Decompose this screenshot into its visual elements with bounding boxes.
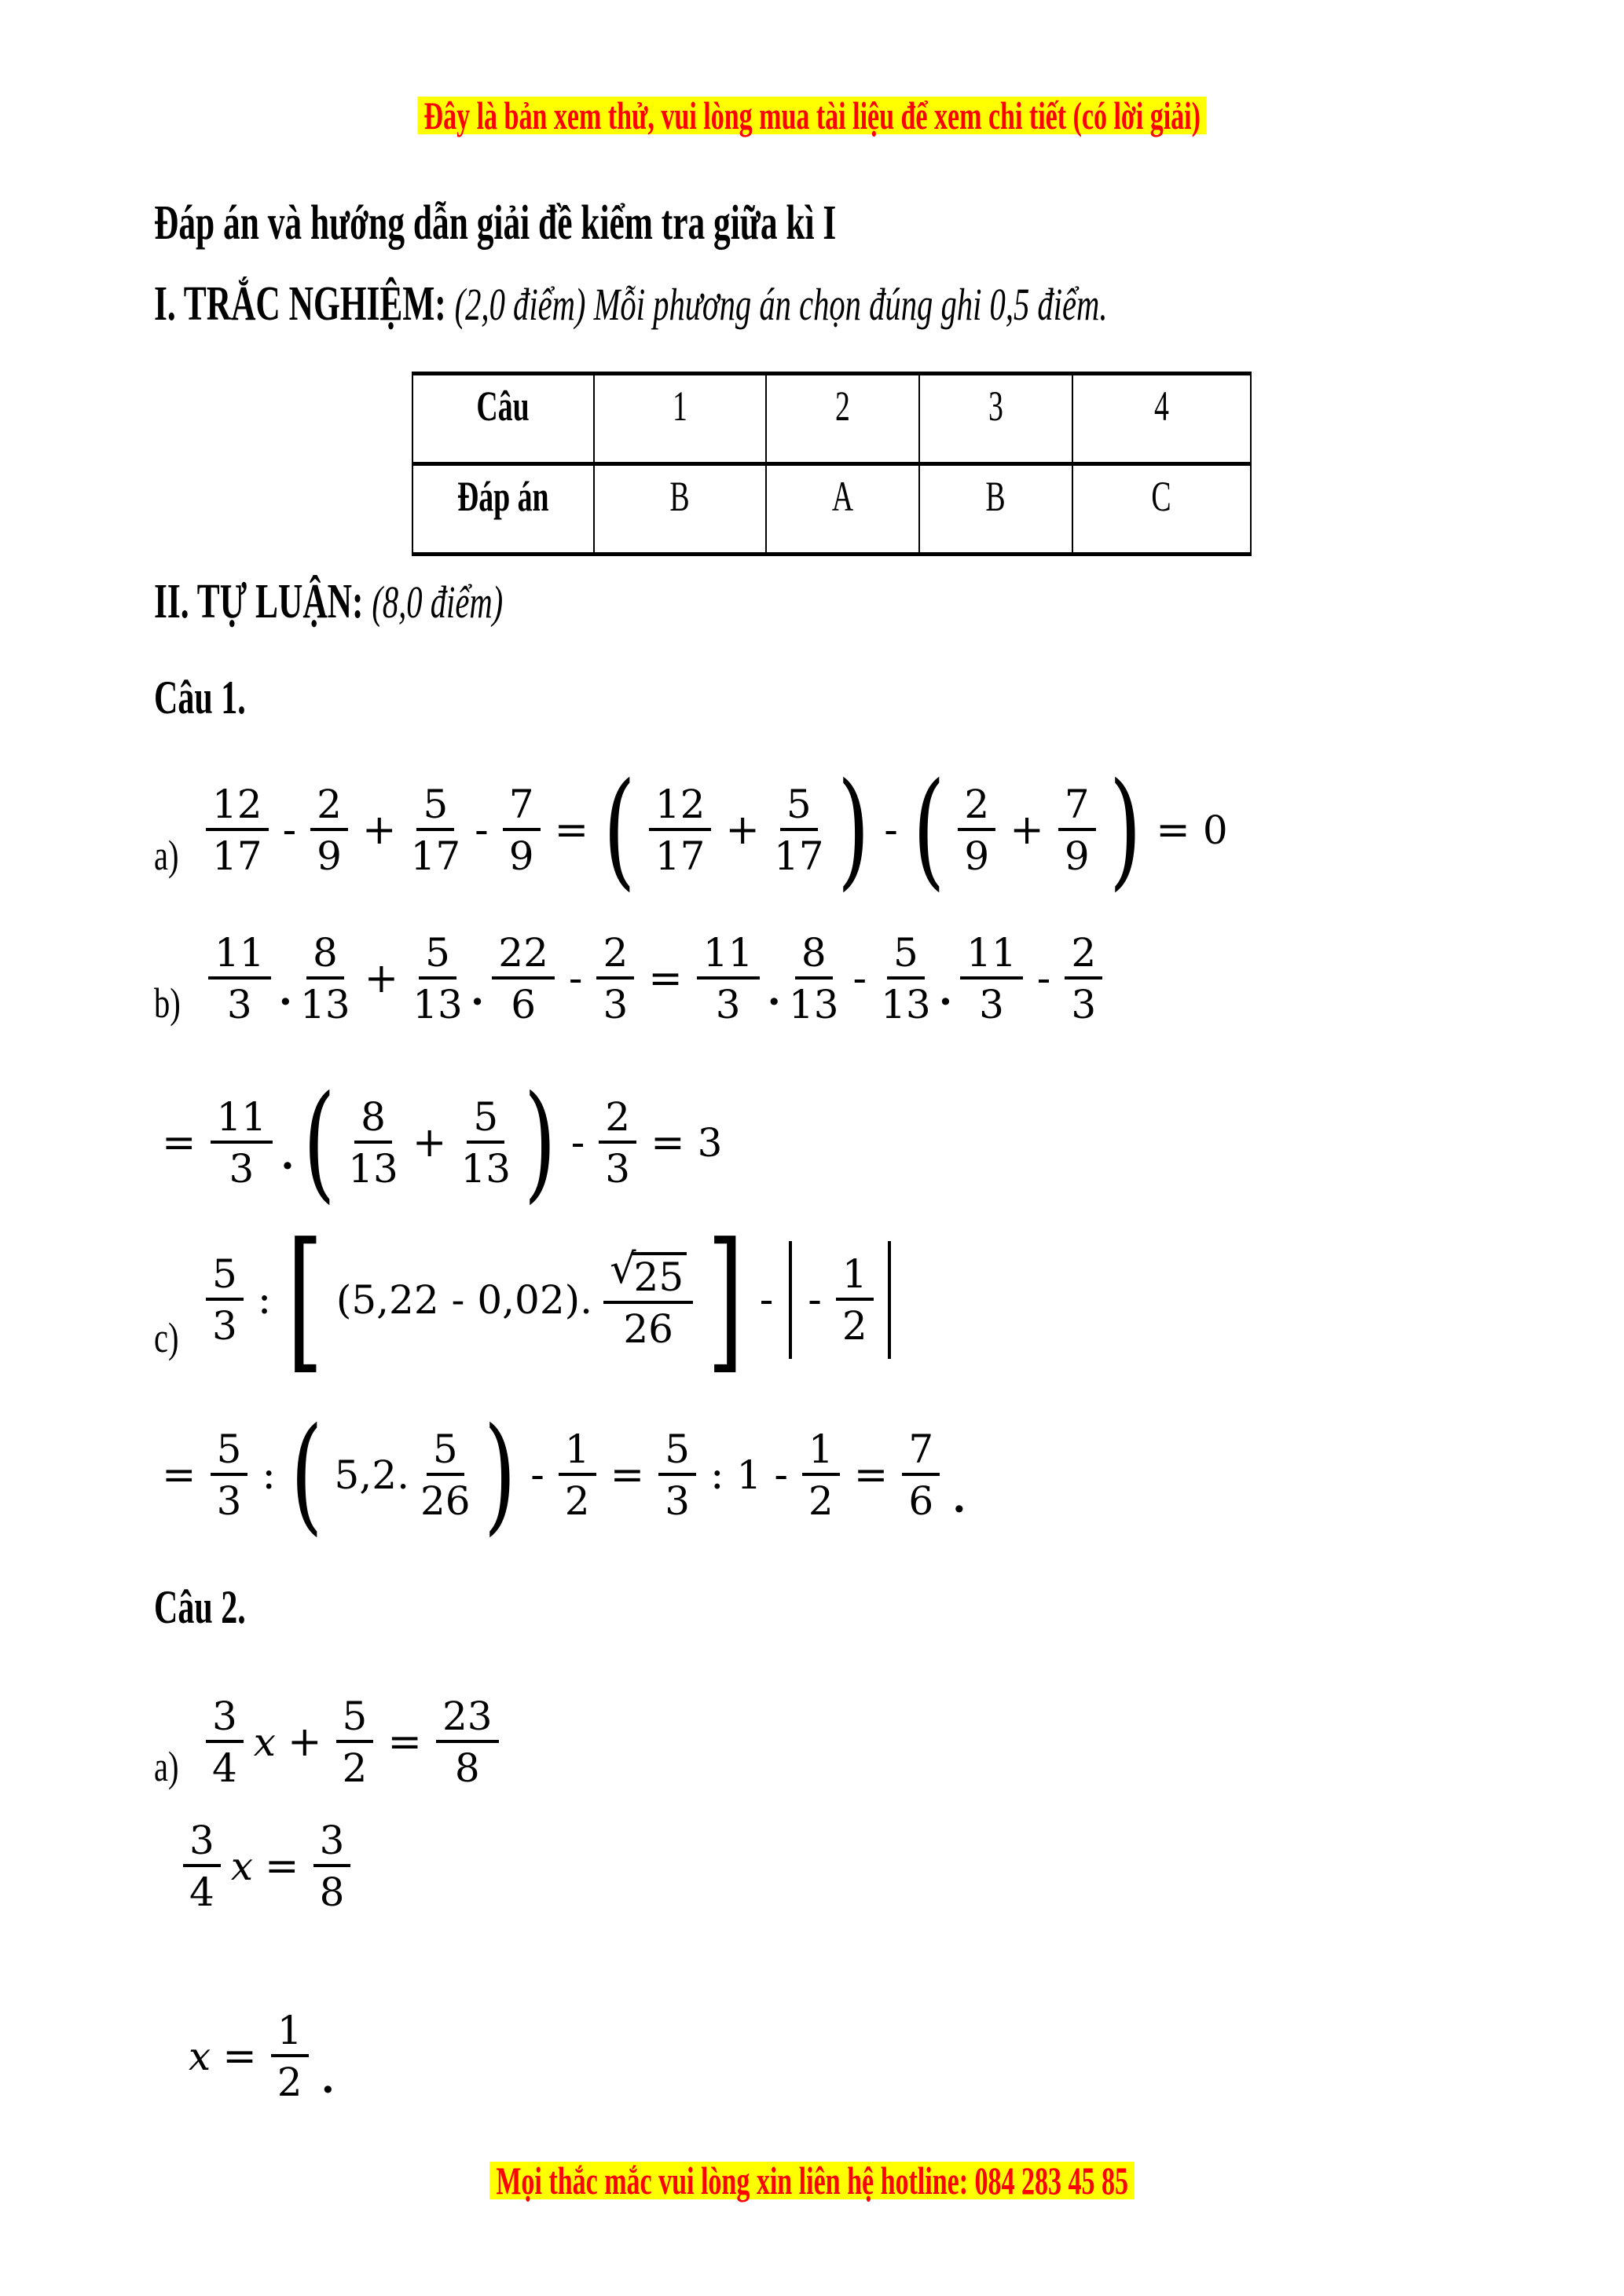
operator: = [853,1451,889,1499]
answer-cell [594,374,766,464]
numerator: 5 [416,785,454,831]
fraction [1058,781,1096,879]
denominator: 2 [841,1303,867,1349]
denominator: 2 [564,1478,590,1524]
answer-cell [594,464,766,555]
numerator: 7 [503,785,541,831]
denominator: 13 [300,982,350,1027]
operator: + [361,806,397,854]
operator: - [852,955,867,1002]
numerator: 12 [206,785,269,831]
denominator: 13 [460,1145,511,1192]
fraction [271,2008,309,2105]
cell-text: 3 [988,383,1003,430]
denominator: 6 [908,1478,934,1524]
fraction [310,781,348,879]
fraction [902,1426,940,1524]
numerator: 2 [596,933,634,980]
denominator: 13 [881,982,931,1027]
numerator: 1 [802,1430,840,1476]
fraction [300,930,350,1027]
denominator: 26 [420,1478,471,1524]
table-row [412,464,1251,555]
operator: + [1010,806,1044,854]
operator: - [568,955,583,1002]
fraction [958,781,995,879]
section-1-title: I. TRẮC NGHIỆM: [154,277,446,331]
denominator: 13 [348,1145,398,1192]
operator: - [570,1119,585,1166]
denominator: 3 [229,1145,255,1192]
denominator: 2 [342,1745,368,1791]
right-bracket: ] [707,1210,744,1390]
top-banner [0,93,1624,137]
cell-text: B [985,473,1006,520]
operator: = [265,1843,299,1890]
multiply-dot: . [938,968,953,1014]
formula-cau1-c-step2 [154,1401,966,1549]
fraction [649,781,712,879]
numerator: 7 [1058,785,1096,831]
fraction [697,930,760,1027]
denominator: 3 [715,982,741,1027]
operator: + [364,955,399,1002]
square-root [610,1244,687,1300]
right-paren: ) [1109,756,1142,904]
denominator: 26 [623,1305,673,1352]
denominator: 13 [788,982,839,1027]
section-2-title: II. TỰ LUẬN: [154,575,364,628]
left-bracket: [ [287,1210,324,1390]
numerator: 2 [599,1097,636,1144]
fraction [802,1426,840,1524]
denominator: 17 [211,833,262,879]
operator: : [710,1451,724,1499]
fraction [559,1426,596,1524]
math-text: 3 [697,1119,723,1166]
denominator: 3 [665,1478,690,1524]
denominator: 9 [964,833,990,879]
operator: = [387,1719,422,1766]
operator: - [774,1451,788,1499]
numerator: 12 [649,785,712,831]
numerator: 11 [208,933,271,980]
answer-cell [919,374,1072,464]
item-label: a) [154,1743,179,1790]
cell-text: Câu [476,383,530,430]
left-paren: ( [302,1068,335,1217]
denominator: 3 [216,1478,242,1524]
math-text: 5,2. [334,1452,409,1498]
cau-1-heading: Câu 1. [154,672,246,723]
formula-cau1-b-step2 [154,1068,727,1217]
section-trac-nghiem [154,277,1516,331]
right-paren: ) [483,1401,516,1549]
operator: : [262,1451,276,1499]
operator: = [651,1119,685,1166]
formula-cau1-b [154,930,1109,1027]
formula-cau2-a [154,1694,505,1791]
operator: - [282,806,297,854]
top-banner-text: Đây là bản xem thử, vui lòng mua tài liệu để xem chi tiết (có lời giải) [417,97,1207,134]
numerator: 5 [467,1097,504,1144]
denominator: 17 [410,833,461,879]
numerator: 11 [211,1097,273,1144]
fraction [773,781,824,879]
fraction [836,1251,874,1349]
numerator: 2 [1065,933,1102,980]
numerator: 7 [902,1430,940,1476]
operator: - [884,806,898,854]
numerator: 5 [211,1430,248,1476]
operator: = [222,2033,257,2080]
numerator: 22 [492,933,555,980]
operator: + [287,1719,322,1766]
denominator: 17 [773,833,824,879]
numerator: 8 [795,933,833,980]
numerator: 5 [419,933,456,980]
fraction [208,930,271,1027]
cell-text: C [1151,473,1172,520]
left-paren: ( [290,1401,323,1549]
fraction [410,781,461,879]
denominator: 6 [511,982,536,1027]
radical-icon: √ [610,1244,636,1293]
sqrt-fraction [603,1244,693,1352]
numerator: 5 [206,1254,244,1301]
left-paren: ( [912,756,945,904]
fraction [960,930,1023,1027]
answer-cell [919,464,1072,555]
numerator: 2 [310,785,348,831]
cell-text: B [669,473,691,520]
operator: - [1036,955,1051,1002]
numerator: 8 [354,1097,392,1144]
section-tu-luan [154,577,653,626]
operator: = [162,1451,196,1499]
operator: = [1156,806,1190,854]
page-title: Đáp án và hướng dẫn giải đề kiểm tra giữa kì I [154,196,837,250]
fraction [492,930,555,1027]
denominator: 8 [319,1869,345,1915]
fraction [348,1093,398,1192]
answer-cell [1072,374,1251,464]
fraction [596,930,634,1027]
cell-text: 1 [673,383,687,430]
denominator: 17 [654,833,706,879]
fraction [211,1093,273,1192]
multiply-dot: . [470,968,485,1014]
denominator: 3 [979,982,1004,1027]
numerator: 11 [960,933,1023,980]
period: . [952,1475,966,1522]
numerator: 5 [887,933,925,980]
fraction [206,781,269,879]
variable: x [189,2034,211,2079]
absolute-value-bar [789,1241,792,1359]
fraction [183,1818,221,1915]
bottom-banner-text: Mọi thắc mắc vui lòng xin liên hệ hotline: 084 283 45 85 [489,2162,1135,2199]
multiply-dot: . [280,1131,295,1178]
numerator: 2 [958,785,995,831]
denominator: 2 [808,1478,834,1524]
formula-cau2-a-step3 [185,2008,335,2105]
denominator: 13 [412,982,463,1027]
fraction [881,930,931,1027]
cau-2-heading: Câu 2. [154,1581,246,1633]
numerator: 3 [313,1821,351,1867]
fraction [788,930,839,1027]
operator: + [725,806,760,854]
variable: x [253,1719,276,1765]
radicand: 25 [632,1252,687,1297]
operator: - [475,806,489,854]
bottom-banner [0,2159,1624,2203]
fraction [503,781,541,879]
numerator: 23 [436,1697,499,1743]
cell-text: 4 [1154,383,1169,430]
operator: - [530,1451,544,1499]
fraction [420,1426,471,1524]
math-text: 1 [736,1452,762,1498]
numerator: 3 [206,1697,244,1743]
formula-cau1-a [154,756,1233,904]
right-paren: ) [837,756,870,904]
operator: = [162,1119,196,1166]
fraction [412,930,463,1027]
right-paren: ) [523,1068,556,1217]
operator: : [257,1276,272,1324]
numerator: 8 [306,933,344,980]
numerator: 1 [836,1254,874,1301]
denominator: 8 [454,1745,480,1791]
fraction [313,1818,351,1915]
fraction [206,1251,244,1349]
absolute-value-bar [888,1241,891,1359]
numerator [603,1244,693,1304]
operator: = [648,955,683,1002]
fraction [336,1694,374,1791]
fraction [206,1694,244,1791]
fraction [599,1093,636,1192]
numerator: 11 [697,933,760,980]
operator: = [554,806,589,854]
numerator: 5 [780,785,818,831]
item-label: c) [154,1314,179,1361]
answer-table-body [412,374,1251,555]
denominator: 9 [317,833,342,879]
operator: - [808,1276,822,1324]
answer-cell [1072,464,1251,555]
multiply-dot: . [767,968,781,1014]
section-1-note: (2,0 điểm) Mỗi phương án chọn đúng ghi 0,5 điểm. [454,279,1108,330]
answer-table [412,372,1252,556]
operator: + [412,1119,447,1166]
formula-cau1-c [154,1210,899,1390]
formula-cau2-a-step2 [177,1818,357,1915]
math-text: 0 [1202,807,1228,853]
cell-text: A [831,473,854,520]
numerator: 1 [271,2011,309,2057]
fraction [460,1093,511,1192]
operator: = [610,1451,645,1499]
numerator: 5 [658,1430,696,1476]
answer-cell [766,374,919,464]
fraction [658,1426,696,1524]
item-label: a) [154,832,179,879]
denominator: 3 [603,982,629,1027]
period: . [321,2056,335,2102]
denominator: 3 [605,1145,631,1192]
denominator: 9 [508,833,534,879]
denominator: 2 [277,2060,302,2105]
fraction [436,1694,499,1791]
denominator: 3 [211,1303,237,1349]
operator: - [759,1276,774,1324]
table-row [412,374,1251,464]
denominator: 3 [1071,982,1097,1027]
denominator: 9 [1064,833,1090,879]
cell-text: 2 [835,383,850,430]
numerator: 5 [336,1697,374,1743]
denominator: 4 [189,1869,214,1915]
left-paren: ( [603,756,636,904]
row-header-cell [412,374,594,464]
cell-text: Đáp án [457,473,549,520]
fraction [211,1426,248,1524]
math-text: (5,22 - 0,02). [335,1277,593,1323]
numerator: 3 [183,1821,221,1867]
multiply-dot: . [278,968,293,1014]
fraction [1065,930,1102,1027]
section-2-note: (8,0 điểm) [372,577,504,628]
answer-cell [766,464,919,555]
denominator: 4 [211,1745,237,1791]
numerator: 1 [559,1430,596,1476]
variable: x [230,1844,254,1889]
numerator: 5 [427,1430,464,1476]
row-header-cell [412,464,594,555]
item-label: b) [154,980,181,1027]
denominator: 3 [226,982,252,1027]
